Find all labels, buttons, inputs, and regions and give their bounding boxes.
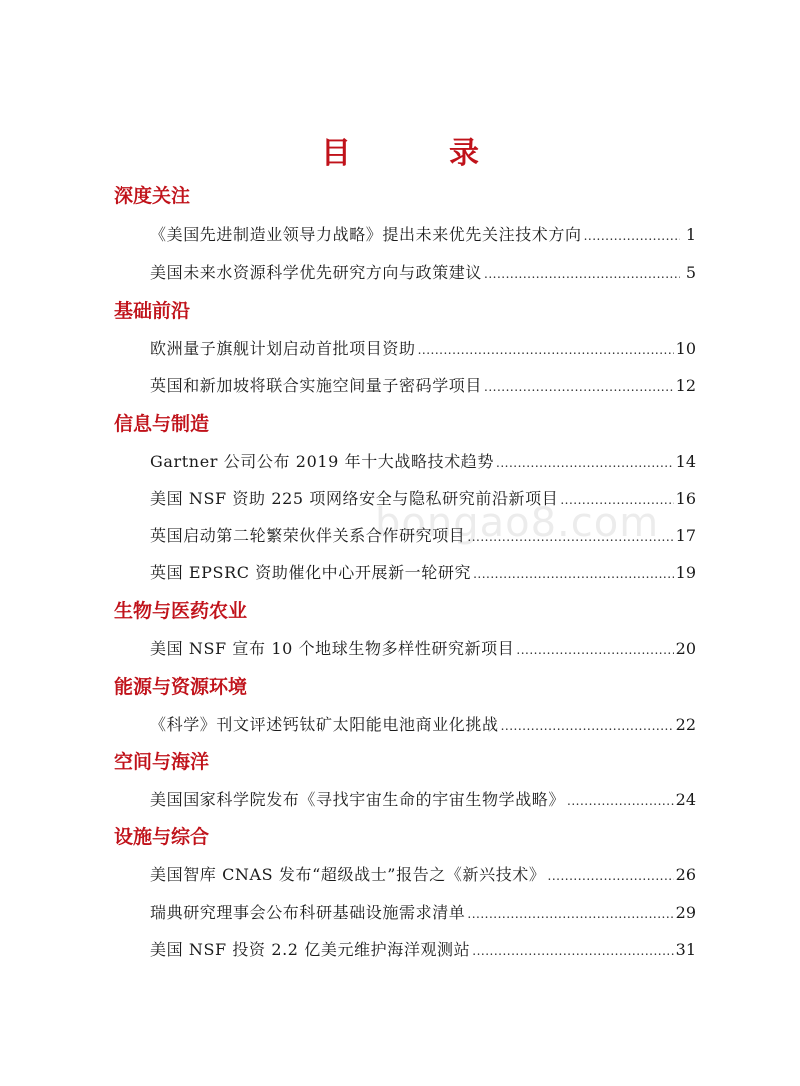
toc-entry[interactable] — [150, 939, 696, 962]
toc-entry-page: 10 — [675, 339, 696, 358]
toc-entry-page: 22 — [675, 715, 696, 734]
toc-entry-title: 美国国家科学院发布《寻找宇宙生命的宇宙生物学战略》 — [150, 790, 566, 809]
leader-dots — [472, 940, 673, 962]
toc-entry-page: 1 — [685, 225, 696, 244]
toc-entry[interactable] — [150, 451, 696, 474]
watermark: bongao8.com — [375, 500, 660, 546]
section-heading: 生物与医药农业 — [114, 600, 248, 622]
leader-dots — [567, 790, 674, 812]
leader-dots — [473, 563, 674, 585]
toc-entry[interactable] — [150, 224, 696, 247]
toc-entry-title: Gartner 公司公布 2019 年十大战略技术趋势 — [150, 452, 494, 471]
leader-dots — [467, 903, 673, 925]
leader-dots — [418, 339, 674, 361]
section-heading: 信息与制造 — [114, 413, 210, 435]
leader-dots — [584, 225, 680, 247]
section-heading: 深度关注 — [114, 185, 191, 207]
toc-entry-title: 美国 NSF 资助 225 项网络安全与隐私研究前沿新项目 — [150, 489, 559, 508]
leader-dots — [484, 263, 680, 285]
section-heading: 基础前沿 — [114, 300, 191, 322]
toc-entry-title: 《美国先进制造业领导力战略》提出未来优先关注技术方向 — [150, 225, 582, 244]
toc-entry-page: 26 — [675, 865, 696, 884]
leader-dots — [501, 715, 674, 737]
toc-entry-title: 美国智库 CNAS 发布“超级战士”报告之《新兴技术》 — [150, 865, 546, 884]
toc-entry-title: 《科学》刊文评述钙钛矿太阳能电池商业化挑战 — [150, 715, 499, 734]
toc-entry[interactable] — [150, 525, 696, 548]
section-heading: 空间与海洋 — [114, 751, 210, 773]
toc-entry[interactable] — [150, 714, 696, 737]
toc-entry[interactable] — [150, 338, 696, 361]
leader-dots — [560, 489, 673, 511]
toc-entry-page: 17 — [675, 526, 696, 545]
toc-entry-page: 20 — [675, 639, 696, 658]
toc-entry-page: 29 — [675, 903, 696, 922]
toc-entry[interactable] — [150, 562, 696, 585]
toc-entry-page: 14 — [675, 452, 696, 471]
leader-dots — [496, 452, 674, 474]
toc-entry[interactable] — [150, 262, 696, 285]
toc-entry-page: 24 — [675, 790, 696, 809]
toc-entry-page: 12 — [675, 376, 696, 395]
toc-entry-title: 美国 NSF 投资 2.2 亿美元维护海洋观测站 — [150, 940, 471, 959]
toc-entry[interactable] — [150, 488, 696, 511]
toc-entry-page: 16 — [675, 489, 696, 508]
leader-dots — [467, 526, 673, 548]
toc-entry-title: 英国启动第二轮繁荣伙伴关系合作研究项目 — [150, 526, 466, 545]
toc-entry-page: 19 — [675, 563, 696, 582]
toc-entry-title: 瑞典研究理事会公布科研基础设施需求清单 — [150, 903, 466, 922]
leader-dots — [484, 376, 674, 398]
toc-entry-page: 31 — [675, 940, 696, 959]
toc-entry[interactable] — [150, 375, 696, 398]
toc-entry-title: 欧洲量子旗舰计划启动首批项目资助 — [150, 339, 416, 358]
toc-entry-title: 英国和新加坡将联合实施空间量子密码学项目 — [150, 376, 483, 395]
toc-entry[interactable] — [150, 864, 696, 887]
toc-entry[interactable] — [150, 902, 696, 925]
toc-entry-title: 美国未来水资源科学优先研究方向与政策建议 — [150, 263, 483, 282]
toc-entry[interactable] — [150, 789, 696, 812]
toc-entry-title: 美国 NSF 宣布 10 个地球生物多样性研究新项目 — [150, 639, 515, 658]
section-heading: 设施与综合 — [114, 826, 210, 848]
toc-entry[interactable] — [150, 638, 696, 661]
leader-dots — [516, 639, 673, 661]
section-heading: 能源与资源环境 — [114, 676, 248, 698]
toc-title: 目 录 — [321, 136, 513, 171]
toc-entry-title: 英国 EPSRC 资助催化中心开展新一轮研究 — [150, 563, 472, 582]
toc-entry-page: 5 — [685, 263, 696, 282]
leader-dots — [548, 865, 674, 887]
